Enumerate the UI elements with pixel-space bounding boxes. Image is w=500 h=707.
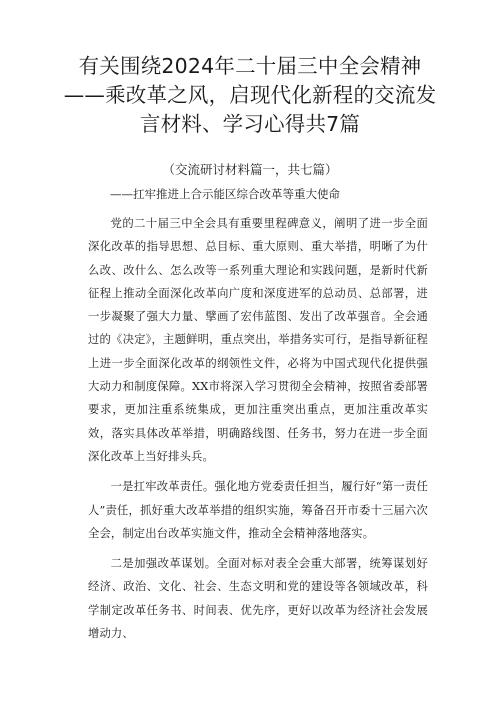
document-title: 有关围绕2024年二十届三中全会精神——乘改革之风，启现代化新程的交流发言材料、学习心得共7篇 bbox=[63, 54, 437, 136]
document-dash-line: ——扛牢推进上合示能区综合改革等重大使命 bbox=[110, 187, 340, 201]
body-paragraph: 一是扛牢改革责任。强化地方党委责任担当，履行好“第一责任人”责任，抓好重大改革举措的组织实施，筹备召开市委十三届六次全会，制定出台改革实施文件，推动全会精神落地落实。 bbox=[88, 480, 428, 540]
document-body bbox=[88, 212, 428, 645]
document-subtitle: （交流研讨材料篇一，共七篇） bbox=[162, 162, 338, 177]
body-paragraph: 党的二十届三中全会具有重要里程碑意义，阐明了进一步全面深化改革的指导思想、总目标、重大原则、重大举措，明晰了为什么改、改什么、怎么改等一系列重大理论和实践问题，是新时代新征程上推动全面深化改革向广度和深度进军的总动员、总部署，进一步凝聚了强大力量、擘画了宏伟蓝图、发出了改革强音。全会通过的《决定》，主题鲜明，重点突出，举措务实可行，是指导新征程上进一步全面深化改革的纲领性文件，必将为中国式现代化提供强大动力和制度保障。XX市将深入学习贯彻全会精神，按照省委部署要求，更加注重系统集成，更加注重突出重点，更加注重改革实效，落实具体改革举措，明确路线图、任务书，努力在进一步全面深化改革上当好排头兵。 bbox=[88, 217, 428, 463]
body-paragraph: 二是加强改革谋划。全面对标对表全会重大部署，统筹谋划好经济、政治、文化、社会、生态文明和党的建设等各领域改革，科学制定改革任务书、时间表、优先序，更好以改革为经济社会发展增动力、 bbox=[88, 557, 428, 641]
